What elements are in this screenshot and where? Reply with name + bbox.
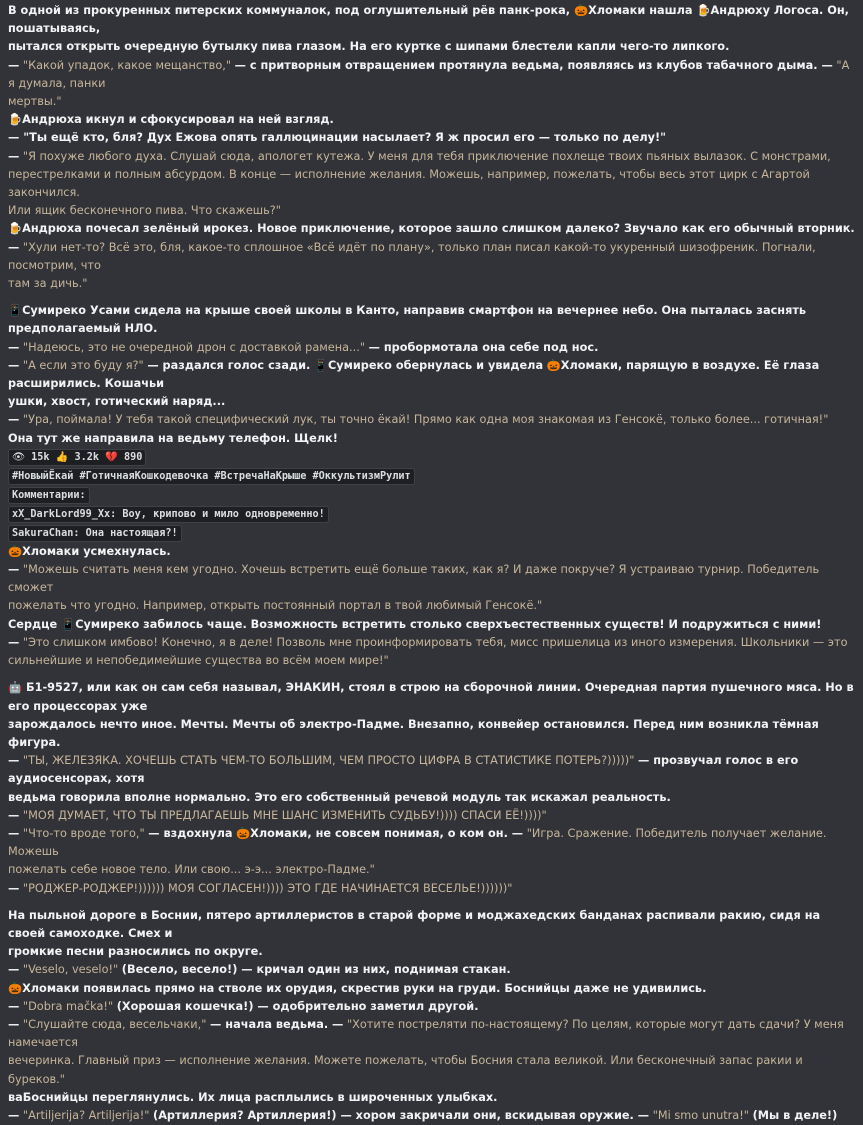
text-line: мертвы." [8,95,62,109]
text-line: — "Надеюсь, это не очередной дрон с доставкой рамена..." — пробормотала она себе под нос. [8,340,599,354]
comment: xX_DarkLord99_Xx: Boy, крипово и мило одновременно! [8,506,329,523]
text-line: — "Я похуже любого духа. Слушай сюда, апологет кутежа. У меня для тебя приключение похлеще твоих пьяных вылазок. С монстрами, [8,149,831,163]
comments-header: Комментарии: [8,487,90,504]
text-line: Сердце 📱Сумиреко забилось чаще. Возможность встретить столько сверхъестественных существ! И подружиться с ними! [8,617,822,631]
text-line: — "Какой упадок, какое мещанство," — с притворным отвращением протянула ведьма, появляясь из клубов табачного дыма. — "А я думала, панки [8,58,850,90]
broken-heart-icon: 💔 [105,451,118,463]
text-line: 🤖 Б1-9527, или как он сам себя называл, ЭНАКИН, стоял в строю на сборочной линии. Очередная партия пушечного мяса. Но в его процессорах уже [8,681,854,713]
text-line: громкие песни разносились по округе. [8,945,263,959]
text-line: Или ящик бесконечного пива. Что скажешь?" [8,204,281,218]
eye-icon: 👁 [12,451,25,463]
text-line: — "Dobra mačka!" (Хорошая кошечка!) — одобрительно заметил другой. [8,999,479,1013]
beer-icon: 🍺 [696,4,711,17]
beer-icon: 🍺 [8,222,23,236]
robot-icon: 🤖 [8,681,23,695]
text-line: зарождалось нечто иное. Мечты. Мечты об электро-Падме. Внезапно, конвейер остановился. Перед ним возникла тёмная фигура. [8,717,819,749]
text-line: вечеринка. Главный приз — исполнение желания. Можете пожелать, чтобы Босния стала великой. Или бесконечный запас ракии и буреков." [8,1054,803,1086]
text-line: ушки, хвост, готический наряд... [8,395,226,409]
text-line: — "Хули нет-то? Всё это, бля, какое-то сплошное «Всё идёт по плану», только план писал какой-то укуренный шизофреник. Погнали, посмотрим, что [8,240,816,272]
text-line: — "Что-то вроде того," — вздохнула 🎃Хломаки, не совсем понимая, о ком он. — "Игра. Сражение. Победитель получает желание. Можешь [8,826,827,859]
text-line: Она тут же направила на ведьму телефон. Щелк! [8,431,338,445]
text-line: — "Ты ещё кто, бля? Дух Ежова опять галлюцинации насылает? Я ж просил его — только по делу!" [8,131,666,145]
text-line: — "МОЯ ДУМАЕТ, ЧТО ТЫ ПРЕДЛАГАЕШЬ МНЕ ШАНС ИЗМЕНИТЬ СУДЬБУ!)))) СПАСИ ЕЁ!))))" [8,808,547,822]
post-stats: 👁 15k 👍 3.2k 💔 890 [8,449,146,466]
text-line: — "РОДЖЕР-РОДЖЕР!)))))) МОЯ СОГЛАСЕН!)))) ЭТО ГДЕ НАЧИНАЕТСЯ ВЕСЕЛЬЕ!))))))" [8,881,513,895]
stats-block [8,448,855,467]
pumpkin-icon: 🎃 [236,826,251,840]
phone-icon: 📱 [8,304,23,318]
text-line: пожелать что угодно. Например, открыть постоянный портал в твой любимый Генсокё." [8,599,543,613]
text-line: пытался открыть очередную бутылку пива глазом. На его куртке с шипами блестели капли чего-то липкого. [8,40,730,54]
text-line: — "А если это буду я?" — раздался голос сзади. 📱Сумиреко обернулась и увидела 🎃Хломаки, парящую в воздухе. Её глаза расширились. Кошачьи [8,358,820,391]
text-line: В одной из прокуренных питерских коммуналок, под оглушительный рёв панк-рока, 🎃Хломаки нашла 🍺Андрюху Логоса. Он, пошатываясь, [8,4,849,36]
text-line: — "Ура, поймала! У тебя такой специфический лук, ты точно ёкай! Прямо как одна моя знакомая из Генсокё, только более... готичная!" [8,413,829,427]
beer-icon: 🍺 [8,113,23,127]
text-line: На пыльной дороге в Боснии, пятеро артиллеристов в старой форме и моджахедских банданах распивали ракию, сидя на своей самоходке. Смех и [8,908,821,940]
text-line: пожелать себе новое тело. Или свою... э-э... электро-Падме." [8,863,375,877]
text-line: 📱Сумиреко Усами сидела на крыше своей школы в Канто, направив смартфон на вечернее небо. Она пыталась заснять предполагаемый НЛО. [8,304,807,336]
text-line: перестрелками и полным абсурдом. В конце — исполнение желания. Можешь, например, пожелать, чтобы весь этот цирк с Агартой закончился. [8,167,810,200]
thumbs-up-icon: 👍 [55,451,69,463]
comment: SakuraChan: Она настоящая?! [8,525,182,542]
hashtags: #НовыйЁкай #ГотичнаяКошкодевочка #ВстречаНаКрыше #ОккультизмРулит [8,468,415,485]
pumpkin-icon: 🎃 [574,4,589,17]
pumpkin-icon: 🎃 [8,544,23,558]
pumpkin-icon: 🎃 [546,358,561,372]
text-line: — "Это слишком имбово! Конечно, я в деле! Позволь мне проинформировать тебя, мисс пришелица из иного измерения. Школьники — это [8,635,848,649]
text-line: 🍺Андрюха икнул и сфокусировал на ней взгляд. [8,113,334,127]
text-line: 🍺Андрюха почесал зелёный ирокез. Новое приключение, которое зашло слишком далеко? Звучало как его обычный вторник. [8,222,855,236]
text-line: — "ТЫ, ЖЕЛЕЗЯКА. ХОЧЕШЬ СТАТЬ ЧЕМ-ТО БОЛЬШИМ, ЧЕМ ПРОСТО ЦИФРА В СТАТИСТИКЕ ПОТЕРЬ?)))))" — прозвучал голос в его аудиосенсорах, хотя [8,754,799,786]
text-line: — "Слушайте сюда, весельчаки," — начала ведьма. — "Хотите постреляти по-настоящему? По целям, которые могут дать сдачи? У меня намечается [8,1017,844,1050]
text-line: там за дичь." [8,277,88,291]
pumpkin-icon: 🎃 [8,981,23,995]
phone-icon: 📱 [313,358,328,372]
phone-icon: 📱 [61,617,76,631]
text-line: 🎃Хломаки усмехнулась. [8,544,171,558]
text-line: — "Veselo, veselo!" (Весело, весело!) — кричал один из них, поднимая стакан. [8,963,511,977]
text-line: ваБоснийцы переглянулись. Их лица расплылись в широченных улыбках. [8,1090,498,1104]
text-line: сильнейшие и непобедимейшие существа во всём моем мире!" [8,654,389,668]
text-line: — "Artiljerija? Artiljerija!" (Артиллерия? Артиллерия!) — хором закричали они, вскидывая оружие. — "Mi smo unutra!" (Мы в деле!) [8,1108,838,1122]
text-line: — "Можешь считать меня кем угодно. Хочешь встретить ещё больше таких, как я? И даже покруче? Я устраиваю турнир. Победитель сможет [8,563,820,595]
text-line: ведьма говорила вполне нормально. Это его собственный речевой модуль так искажал реальность. [8,790,671,804]
text-line: 🎃Хломаки появилась прямо на стволе их орудия, скрестив руки на груди. Боснийцы даже не удивились. [8,981,707,995]
